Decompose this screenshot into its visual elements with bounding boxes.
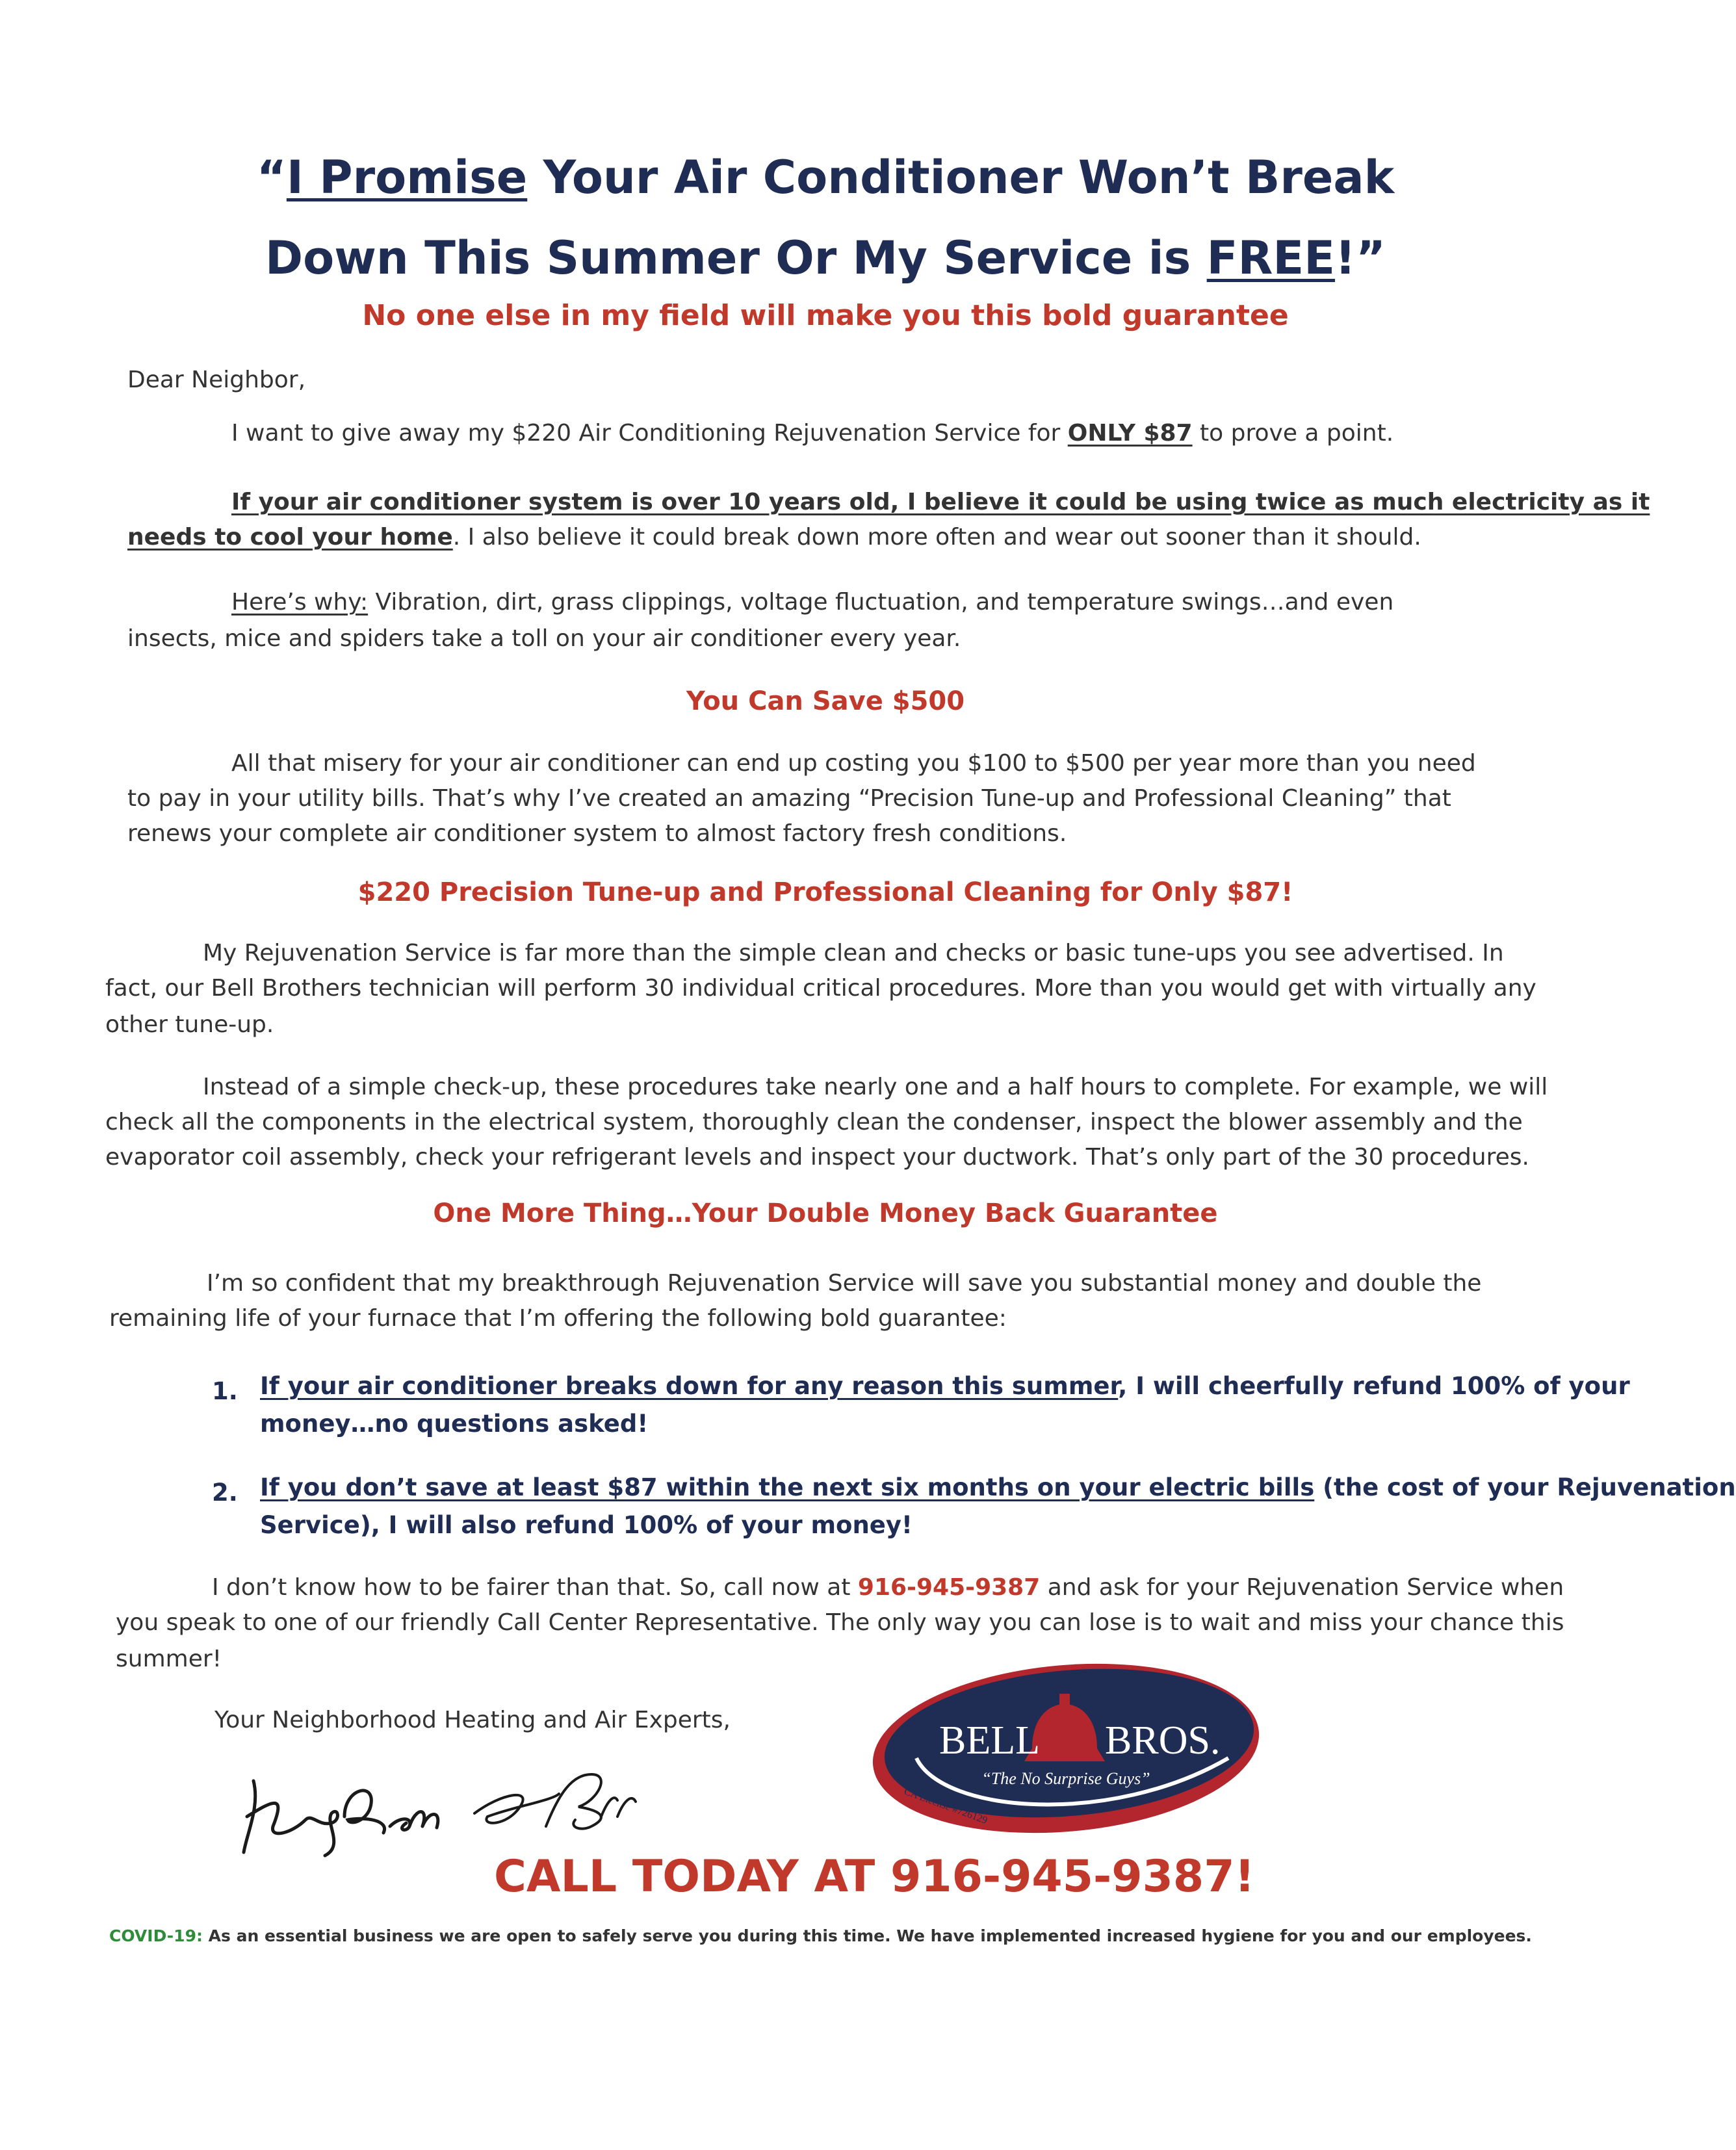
guarantee-2-line-1 <box>260 1470 1736 1505</box>
paragraph-2-line-2 <box>127 520 1421 555</box>
guarantee-2-line-2: Service), I will also refund 100% of your money! <box>260 1511 913 1539</box>
paragraph-4-line-3: renews your complete air conditioner system to almost factory fresh conditions. <box>127 820 1067 847</box>
logo-license: CA License #726129 <box>902 1785 989 1826</box>
logo-word-bell: BELL <box>939 1718 1040 1763</box>
paragraph-5-line-2: fact, our Bell Brothers technician will perform 30 individual critical procedures. More than you would get with virtually any <box>105 975 1536 1002</box>
paragraph-7-line-1: I’m so confident that my breakthrough Rejuvenation Service will save you substantial money and double the <box>207 1270 1482 1297</box>
headline-promise-underlined: I Promise <box>286 151 528 204</box>
covid-notice <box>109 1926 1539 1945</box>
guarantee-2-rest: (the cost of your Rejuvenation <box>1314 1473 1736 1501</box>
paragraph-4-line-1: All that misery for your air conditioner can end up costing you $100 to $500 per year more than you need <box>231 750 1476 777</box>
guarantee-1-rest: , I will cheerfully refund 100% of your <box>1118 1372 1630 1400</box>
covid-label: COVID-19: <box>109 1926 203 1945</box>
guarantee-2-number: 2. <box>212 1479 238 1507</box>
subheadline: No one else in my field will make you this bold guarantee <box>362 299 1289 332</box>
headline-free-underlined: FREE <box>1206 231 1336 285</box>
para1-text: I want to give away my $220 Air Conditioning Rejuvenation Service for <box>231 420 1068 447</box>
paragraph-4-line-2: to pay in your utility bills. That’s why I’ve created an amazing “Precision Tune-up and Professional Cleaning” that <box>127 785 1451 812</box>
phone-number-link[interactable]: 916-945-9387 <box>857 1574 1041 1601</box>
paragraph-6-line-2: check all the components in the electrical system, thoroughly clean the condenser, inspect the blower assembly and the <box>105 1109 1523 1135</box>
guarantee-1-number: 1. <box>212 1377 238 1405</box>
section-heading-save-500: You Can Save $500 <box>686 686 965 716</box>
paragraph-6-line-3: evaporator coil assembly, check your refrigerant levels and inspect your ductwork. That’s only part of the 30 procedures. <box>105 1144 1529 1171</box>
paragraph-5-line-3: other tune-up. <box>105 1011 274 1038</box>
paragraph-8-line-2: you speak to one of our friendly Call Center Representative. The only way you can lose is to wait and miss your chance this <box>116 1609 1564 1636</box>
paragraph-7-line-2: remaining life of your furnace that I’m offering the following bold guarantee: <box>109 1305 1007 1332</box>
paragraph-1 <box>231 416 1393 451</box>
section-heading-tune-up: $220 Precision Tune-up and Professional Cleaning for Only $87! <box>357 877 1293 907</box>
para8-text-after: and ask for your Rejuvenation Service when <box>1040 1574 1564 1601</box>
para3-line1-rest: Vibration, dirt, grass clippings, voltage fluctuation, and temperature swings…and even <box>368 589 1394 615</box>
headline-line-2-start: Down This Summer Or My Service is <box>265 231 1207 285</box>
para2-text-after: . I also believe it could break down more often and wear out sooner than it should. <box>452 524 1421 550</box>
paragraph-6-line-1: Instead of a simple check-up, these procedures take nearly one and a half hours to complete. For example, we will <box>203 1074 1548 1100</box>
closing: Your Neighborhood Heating and Air Experts, <box>214 1707 731 1733</box>
heres-why-underlined: Here’s why: <box>231 589 369 615</box>
paragraph-8-line-3: summer! <box>116 1646 222 1672</box>
logo-word-bros: BROS. <box>1105 1718 1221 1763</box>
salutation: Dear Neighbor, <box>127 367 306 393</box>
signature-1 <box>234 1755 448 1859</box>
headline-quote-open: “ <box>256 151 287 204</box>
signature-2 <box>461 1755 643 1846</box>
paragraph-5-line-1: My Rejuvenation Service is far more than the simple clean and checks or basic tune-ups you see advertised. In <box>203 940 1504 966</box>
bell-bros-logo <box>864 1651 1267 1846</box>
headline-line-2-end: !” <box>1335 231 1386 285</box>
headline-line-1-rest: Your Air Conditioner Won’t Break <box>527 151 1395 204</box>
guarantee-2-underlined: If you don’t save at least $87 within the next six months on your electric bills <box>260 1473 1315 1501</box>
only-87-highlight: ONLY $87 <box>1067 420 1193 447</box>
guarantee-1-line-2: money…no questions asked! <box>260 1410 649 1438</box>
para1-text-after: to prove a point. <box>1192 420 1394 447</box>
paragraph-8-line-1 <box>212 1570 1564 1605</box>
call-to-action: CALL TODAY AT 916-945-9387! <box>494 1851 1255 1902</box>
guarantee-1-underlined: If your air conditioner breaks down for any reason this summer <box>260 1372 1119 1400</box>
section-heading-guarantee: One More Thing…Your Double Money Back Guarantee <box>433 1198 1218 1228</box>
logo-tagline: “The No Surprise Guys” <box>981 1769 1150 1788</box>
paragraph-2-line-1: If your air conditioner system is over 10 years old, I believe it could be using twice as much electricity as it <box>231 489 1650 515</box>
paragraph-3-line-1 <box>231 585 1393 620</box>
paragraph-3-line-2: insects, mice and spiders take a toll on your air conditioner every year. <box>127 625 961 652</box>
covid-text: As an essential business we are open to safely serve you during this time. We have implemented increased hygiene for you and our employees. <box>202 1926 1532 1945</box>
guarantee-1-line-1 <box>260 1369 1630 1404</box>
para8-text: I don’t know how to be fairer than that. So, call now at <box>212 1574 858 1601</box>
para2-underlined: needs to cool your home <box>127 524 453 550</box>
